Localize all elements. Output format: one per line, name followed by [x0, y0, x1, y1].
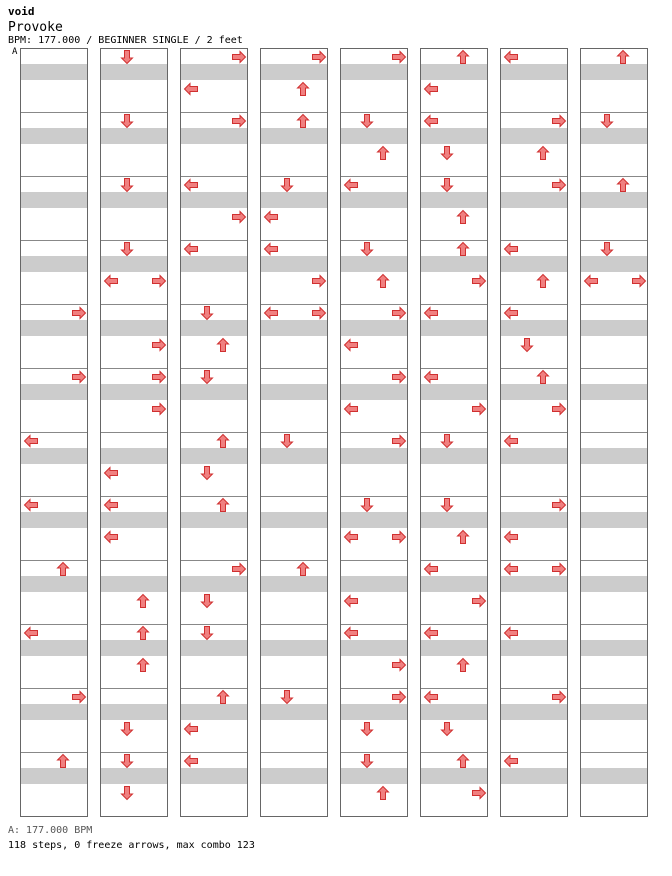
step-stats: 118 steps, 0 freeze arrows, max combo 123: [8, 840, 255, 851]
down-arrow-icon: [199, 369, 215, 385]
left-arrow-icon: [503, 753, 519, 769]
left-arrow-icon: [343, 593, 359, 609]
up-arrow-icon: [375, 273, 391, 289]
down-arrow-icon: [359, 113, 375, 129]
measure-line: [581, 368, 647, 369]
right-arrow-icon: [71, 369, 87, 385]
down-arrow-icon: [119, 177, 135, 193]
left-arrow-icon: [183, 177, 199, 193]
left-arrow-icon: [183, 721, 199, 737]
left-arrow-icon: [423, 369, 439, 385]
chart-column: [20, 48, 88, 817]
down-arrow-icon: [279, 689, 295, 705]
measure-line: [421, 240, 487, 241]
up-arrow-icon: [375, 785, 391, 801]
right-arrow-icon: [391, 657, 407, 673]
measure-line: [101, 304, 167, 305]
right-arrow-icon: [311, 273, 327, 289]
up-arrow-icon: [455, 529, 471, 545]
right-arrow-icon: [311, 49, 327, 65]
right-arrow-icon: [311, 305, 327, 321]
left-arrow-icon: [263, 241, 279, 257]
down-arrow-icon: [359, 721, 375, 737]
left-arrow-icon: [423, 625, 439, 641]
left-arrow-icon: [503, 433, 519, 449]
up-arrow-icon: [215, 689, 231, 705]
up-arrow-icon: [615, 49, 631, 65]
right-arrow-icon: [151, 401, 167, 417]
measure-line: [581, 560, 647, 561]
up-arrow-icon: [295, 113, 311, 129]
left-arrow-icon: [183, 753, 199, 769]
right-arrow-icon: [471, 401, 487, 417]
left-arrow-icon: [503, 241, 519, 257]
up-arrow-icon: [535, 273, 551, 289]
right-arrow-icon: [551, 561, 567, 577]
measure-line: [261, 624, 327, 625]
left-arrow-icon: [423, 113, 439, 129]
right-arrow-icon: [391, 49, 407, 65]
bpm-marker: A: [12, 47, 18, 57]
chart-column: [180, 48, 248, 817]
measure-line: [21, 752, 87, 753]
left-arrow-icon: [103, 465, 119, 481]
chart-column: [100, 48, 168, 817]
down-arrow-icon: [279, 433, 295, 449]
down-arrow-icon: [439, 497, 455, 513]
measure-line: [341, 560, 407, 561]
up-arrow-icon: [135, 593, 151, 609]
down-arrow-icon: [439, 145, 455, 161]
right-arrow-icon: [231, 113, 247, 129]
left-arrow-icon: [23, 497, 39, 513]
right-arrow-icon: [71, 305, 87, 321]
up-arrow-icon: [455, 49, 471, 65]
chart-column: [420, 48, 488, 817]
down-arrow-icon: [519, 337, 535, 353]
left-arrow-icon: [503, 529, 519, 545]
measure-line: [581, 432, 647, 433]
measure-line: [101, 624, 167, 625]
up-arrow-icon: [535, 369, 551, 385]
down-arrow-icon: [359, 753, 375, 769]
left-arrow-icon: [103, 529, 119, 545]
down-arrow-icon: [119, 113, 135, 129]
left-arrow-icon: [103, 273, 119, 289]
left-arrow-icon: [423, 689, 439, 705]
right-arrow-icon: [471, 593, 487, 609]
right-arrow-icon: [551, 689, 567, 705]
right-arrow-icon: [631, 273, 647, 289]
down-arrow-icon: [199, 593, 215, 609]
right-arrow-icon: [471, 273, 487, 289]
right-arrow-icon: [151, 273, 167, 289]
up-arrow-icon: [135, 657, 151, 673]
measure-line: [101, 560, 167, 561]
up-arrow-icon: [215, 497, 231, 513]
left-arrow-icon: [103, 497, 119, 513]
down-arrow-icon: [439, 721, 455, 737]
left-arrow-icon: [183, 241, 199, 257]
right-arrow-icon: [551, 113, 567, 129]
right-arrow-icon: [551, 497, 567, 513]
up-arrow-icon: [55, 753, 71, 769]
measure-line: [581, 176, 647, 177]
left-arrow-icon: [423, 305, 439, 321]
up-arrow-icon: [535, 145, 551, 161]
right-arrow-icon: [471, 785, 487, 801]
right-arrow-icon: [231, 209, 247, 225]
left-arrow-icon: [503, 561, 519, 577]
down-arrow-icon: [119, 721, 135, 737]
right-arrow-icon: [551, 177, 567, 193]
bpm-legend: A: 177.000 BPM: [8, 825, 93, 836]
measure-line: [501, 368, 567, 369]
measure-line: [181, 688, 247, 689]
measure-line: [581, 304, 647, 305]
artist-name: void: [8, 5, 35, 18]
left-arrow-icon: [343, 625, 359, 641]
down-arrow-icon: [359, 497, 375, 513]
right-arrow-icon: [391, 369, 407, 385]
measure-line: [261, 560, 327, 561]
left-arrow-icon: [23, 433, 39, 449]
chart-column: [500, 48, 568, 817]
measure-line: [181, 496, 247, 497]
measure-line: [21, 560, 87, 561]
down-arrow-icon: [119, 753, 135, 769]
left-arrow-icon: [503, 305, 519, 321]
measure-line: [21, 240, 87, 241]
down-arrow-icon: [199, 465, 215, 481]
right-arrow-icon: [391, 689, 407, 705]
left-arrow-icon: [423, 561, 439, 577]
measure-line: [581, 496, 647, 497]
down-arrow-icon: [439, 177, 455, 193]
left-arrow-icon: [343, 529, 359, 545]
right-arrow-icon: [391, 433, 407, 449]
down-arrow-icon: [119, 241, 135, 257]
left-arrow-icon: [503, 625, 519, 641]
chart-column: [340, 48, 408, 817]
down-arrow-icon: [279, 177, 295, 193]
chart-info: BPM: 177.000 / BEGINNER SINGLE / 2 feet: [8, 35, 243, 46]
measure-line: [261, 112, 327, 113]
down-arrow-icon: [199, 625, 215, 641]
down-arrow-icon: [199, 305, 215, 321]
up-arrow-icon: [455, 657, 471, 673]
down-arrow-icon: [119, 49, 135, 65]
down-arrow-icon: [599, 241, 615, 257]
right-arrow-icon: [151, 369, 167, 385]
left-arrow-icon: [263, 209, 279, 225]
measure-line: [101, 432, 167, 433]
up-arrow-icon: [375, 145, 391, 161]
measure-line: [261, 496, 327, 497]
right-arrow-icon: [151, 337, 167, 353]
right-arrow-icon: [71, 689, 87, 705]
up-arrow-icon: [455, 241, 471, 257]
right-arrow-icon: [391, 305, 407, 321]
up-arrow-icon: [215, 337, 231, 353]
left-arrow-icon: [263, 305, 279, 321]
down-arrow-icon: [439, 433, 455, 449]
right-arrow-icon: [231, 49, 247, 65]
up-arrow-icon: [615, 177, 631, 193]
left-arrow-icon: [343, 401, 359, 417]
left-arrow-icon: [423, 81, 439, 97]
up-arrow-icon: [455, 753, 471, 769]
chart-column: [580, 48, 648, 817]
left-arrow-icon: [503, 49, 519, 65]
measure-line: [261, 368, 327, 369]
left-arrow-icon: [23, 625, 39, 641]
up-arrow-icon: [215, 433, 231, 449]
right-arrow-icon: [551, 401, 567, 417]
measure-line: [581, 752, 647, 753]
right-arrow-icon: [231, 561, 247, 577]
measure-line: [21, 176, 87, 177]
down-arrow-icon: [359, 241, 375, 257]
measure-line: [21, 112, 87, 113]
up-arrow-icon: [295, 561, 311, 577]
up-arrow-icon: [455, 209, 471, 225]
song-title: Provoke: [8, 20, 63, 35]
down-arrow-icon: [119, 785, 135, 801]
left-arrow-icon: [583, 273, 599, 289]
down-arrow-icon: [599, 113, 615, 129]
measure-line: [101, 688, 167, 689]
measure-line: [581, 624, 647, 625]
right-arrow-icon: [391, 529, 407, 545]
measure-line: [181, 432, 247, 433]
up-arrow-icon: [295, 81, 311, 97]
left-arrow-icon: [343, 337, 359, 353]
left-arrow-icon: [183, 81, 199, 97]
chart-column: [260, 48, 328, 817]
measure-line: [261, 752, 327, 753]
measure-line: [421, 752, 487, 753]
left-arrow-icon: [343, 177, 359, 193]
measure-line: [581, 688, 647, 689]
up-arrow-icon: [55, 561, 71, 577]
up-arrow-icon: [135, 625, 151, 641]
